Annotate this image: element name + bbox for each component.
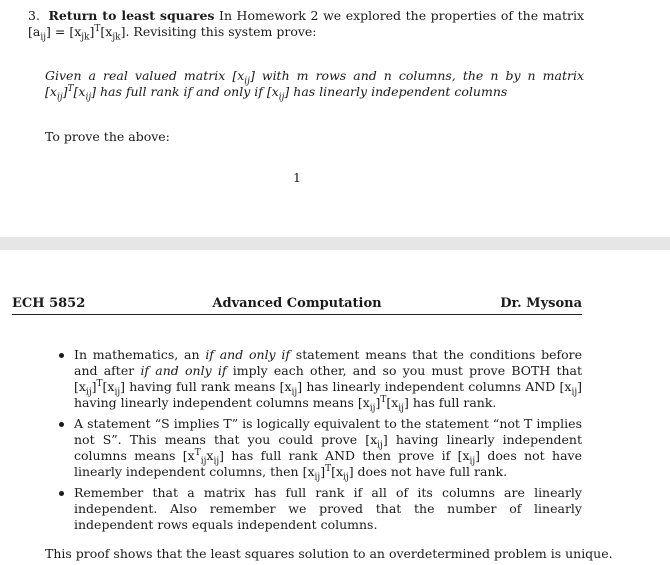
bullet-icon (59, 422, 64, 427)
problem-text: ]. Revisiting this system prove: (120, 24, 317, 39)
hint-text: ] has full rank AND then prove if [x (219, 448, 470, 463)
problem-text: In Homework 2 we explored the properties of the matrix [a (28, 8, 584, 39)
subscript: ij (278, 92, 285, 103)
subscript: jk (112, 32, 121, 43)
hint-text: imply each other, and so you must prove BOTH that [x (74, 363, 582, 394)
subscript: ij (114, 387, 121, 398)
subscript: ij (314, 472, 321, 483)
problem-3 (28, 8, 584, 43)
hint-text: ] (320, 464, 326, 479)
hint-text: ] does not have full rank. (348, 464, 508, 479)
hint-text: Remember that a matrix has full rank if all of its columns are linearly independent. Also remember we proved that the number of linearly independent rows equals independent columns. (74, 485, 582, 532)
course-code: ECH 5852 (12, 296, 86, 311)
subscript: ij (200, 456, 207, 467)
subscript: ij (85, 387, 92, 398)
subscript: ij (291, 387, 298, 398)
page-separator (0, 237, 670, 250)
hint-text: [x (386, 395, 399, 410)
statement-text: ] (62, 84, 68, 99)
hint-text: ] has full rank. (403, 395, 497, 410)
problem-text: ] = [x (46, 24, 82, 39)
hint-text: ] (91, 379, 97, 394)
hint-emphasis: if and only if (205, 347, 291, 362)
statement-text: [x (73, 84, 86, 99)
subscript: ij (56, 92, 63, 103)
page-number: 1 (293, 170, 301, 185)
hint-text: [x (331, 464, 344, 479)
superscript: T (325, 463, 332, 474)
list-item (58, 416, 583, 483)
hint-text: ] having full rank means [x (120, 379, 292, 394)
hint-text: ] (375, 395, 381, 410)
course-subject: Advanced Computation (212, 296, 382, 311)
hint-text: In mathematics, an (74, 347, 206, 362)
hint-text: ] having linearly independent columns means [x (74, 379, 582, 410)
subscript: ij (244, 76, 250, 87)
subscript: ij (469, 456, 476, 467)
subscript: ij (85, 92, 92, 103)
hints-list (58, 347, 582, 538)
theorem-statement (45, 68, 585, 103)
hint-emphasis: if and only if (140, 363, 227, 378)
problem-title: Return to least squares (48, 8, 215, 23)
subscript: ij (398, 403, 404, 414)
problem-number: 3. (28, 8, 40, 23)
subscript: jk (81, 32, 90, 43)
hint-text: A statement “S implies T” is logically equivalent to the statement “not T implies not S”. This means that you could prove [x (74, 416, 582, 447)
bullet-icon (59, 353, 64, 358)
conclusion-text: This proof shows that the least squares solution to an overdetermined problem is unique. (45, 546, 613, 561)
subscript: ij (369, 403, 376, 414)
superscript: T (67, 83, 74, 94)
hint-text: statement means that the conditions before and after (74, 347, 583, 378)
superscript: T (194, 447, 201, 458)
subscript: ij (377, 440, 383, 451)
subscript: ij (343, 472, 349, 483)
running-header (12, 296, 582, 315)
statement-text: Given a real valued matrix [x (45, 68, 245, 83)
superscript: T (380, 394, 387, 405)
problem-text: [x (100, 24, 113, 39)
subscript: ij (40, 32, 47, 43)
bullet-icon (59, 491, 64, 496)
superscript: T (96, 378, 103, 389)
intro-text: To prove the above: (45, 129, 170, 144)
list-item (58, 485, 582, 533)
superscript: T (94, 23, 101, 34)
hint-text: ] does not have linearly independent columns, then [x (74, 448, 583, 479)
hint-text: ] has linearly independent columns AND [x (297, 379, 572, 394)
statement-text: ] has full rank if and only if [x (91, 84, 279, 99)
subscript: ij (571, 387, 578, 398)
author-name: Dr. Mysona (500, 296, 582, 311)
subscript: ij (213, 456, 220, 467)
statement-text: ] has linearly independent columns (284, 84, 508, 99)
statement-text: ] with m rows and n columns, the n by n matrix [x (45, 68, 585, 99)
hint-text: ] having linearly independent columns means [x (74, 432, 582, 463)
list-item (58, 347, 583, 414)
problem-text: ] (89, 24, 95, 39)
hint-text: x (206, 448, 214, 463)
hint-text: [x (102, 379, 115, 394)
